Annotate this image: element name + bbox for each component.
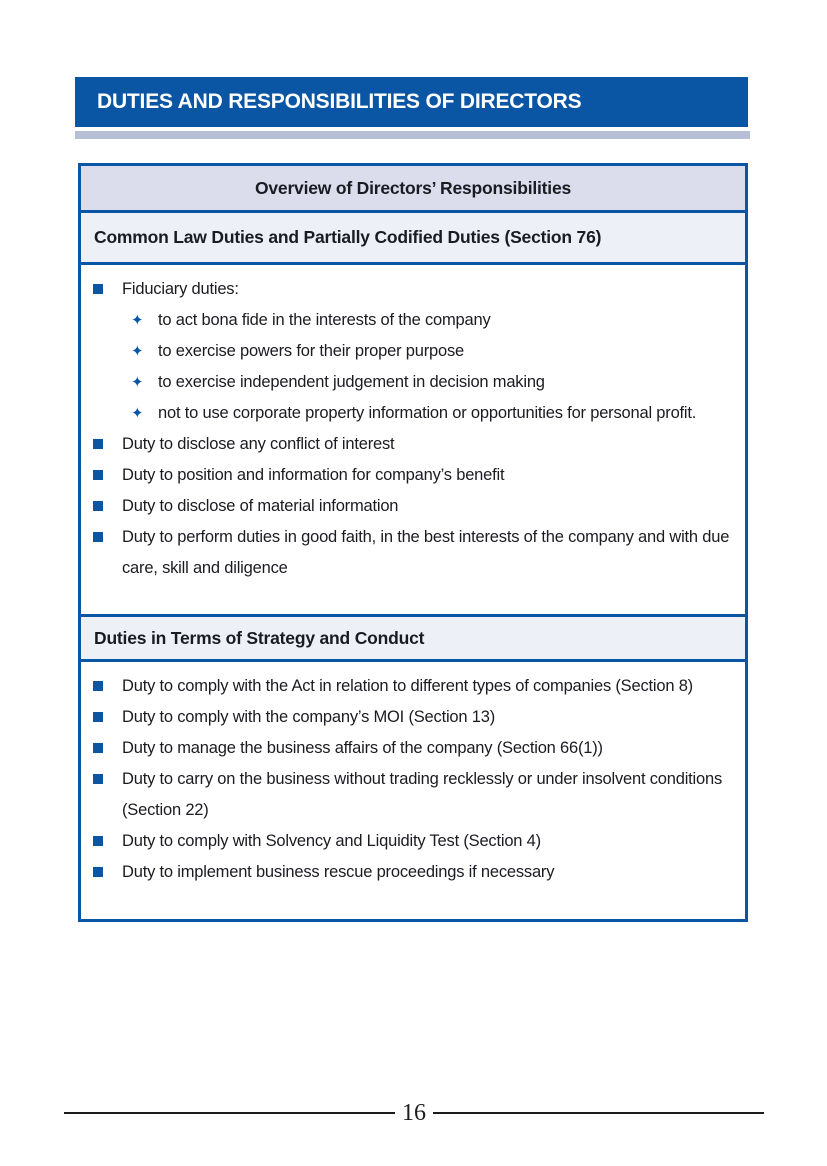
list-subitem: ✦ to exercise powers for their proper purpose <box>93 336 737 367</box>
section-heading-common-law <box>81 213 745 265</box>
footer-rule-right <box>433 1112 764 1114</box>
square-bullet-icon <box>93 501 103 511</box>
list-subitem: ✦ to exercise independent judgement in decision making <box>93 367 737 398</box>
table-title-row <box>81 166 745 213</box>
page-header-banner <box>75 77 748 127</box>
header-accent-bar <box>75 131 750 139</box>
page-number: 16 <box>402 1100 426 1126</box>
list-item: Duty to position and information for company’s benefit <box>93 460 737 491</box>
section-heading-label: Common Law Duties and Partially Codified Duties (Section 76) <box>94 227 602 247</box>
list-item: Duty to comply with the company’s MOI (Section 13) <box>93 702 737 733</box>
square-bullet-icon <box>93 532 103 542</box>
list-item: Duty to implement business rescue proceedings if necessary <box>93 857 737 888</box>
section-heading-strategy-conduct <box>81 617 745 662</box>
overview-table <box>78 163 748 922</box>
list-item: Duty to comply with the Act in relation to different types of companies (Section 8) <box>93 671 737 702</box>
square-bullet-icon <box>93 836 103 846</box>
square-bullet-icon <box>93 774 103 784</box>
square-bullet-icon <box>93 743 103 753</box>
list-item: Duty to perform duties in good faith, in the best interests of the company and with due care, skill and diligence <box>93 522 737 584</box>
list-subitem: ✦ not to use corporate property information or opportunities for personal profit. <box>93 398 737 429</box>
list-item: Duty to comply with Solvency and Liquidity Test (Section 4) <box>93 826 737 857</box>
page-title: DUTIES AND RESPONSIBILITIES OF DIRECTORS <box>97 90 582 113</box>
diamond-bullet-icon <box>131 305 158 336</box>
list-item: Duty to manage the business affairs of the company (Section 66(1)) <box>93 733 737 764</box>
table-title: Overview of Directors’ Responsibilities <box>254 177 572 198</box>
square-bullet-icon <box>93 681 103 691</box>
diamond-bullet-icon <box>131 367 158 398</box>
diamond-bullet-icon <box>131 398 158 429</box>
section-body-strategy-conduct <box>81 662 745 919</box>
list-subitem: ✦ to act bona fide in the interests of the company <box>93 305 737 336</box>
square-bullet-icon <box>93 439 103 449</box>
list-item: Duty to carry on the business without trading recklessly or under insolvent conditions (Section 22) <box>93 764 737 826</box>
square-bullet-icon <box>93 712 103 722</box>
square-bullet-icon <box>93 284 103 294</box>
section-body-common-law <box>81 265 745 617</box>
list-item: Fiduciary duties: <box>93 274 737 305</box>
diamond-bullet-icon <box>131 336 158 367</box>
square-bullet-icon <box>93 470 103 480</box>
square-bullet-icon <box>93 867 103 877</box>
section-heading-label: Duties in Terms of Strategy and Conduct <box>94 627 425 648</box>
list-item: Duty to disclose of material information <box>93 491 737 522</box>
page-footer <box>64 1098 764 1128</box>
footer-rule-left <box>64 1112 395 1114</box>
list-item: Duty to disclose any conflict of interest <box>93 429 737 460</box>
